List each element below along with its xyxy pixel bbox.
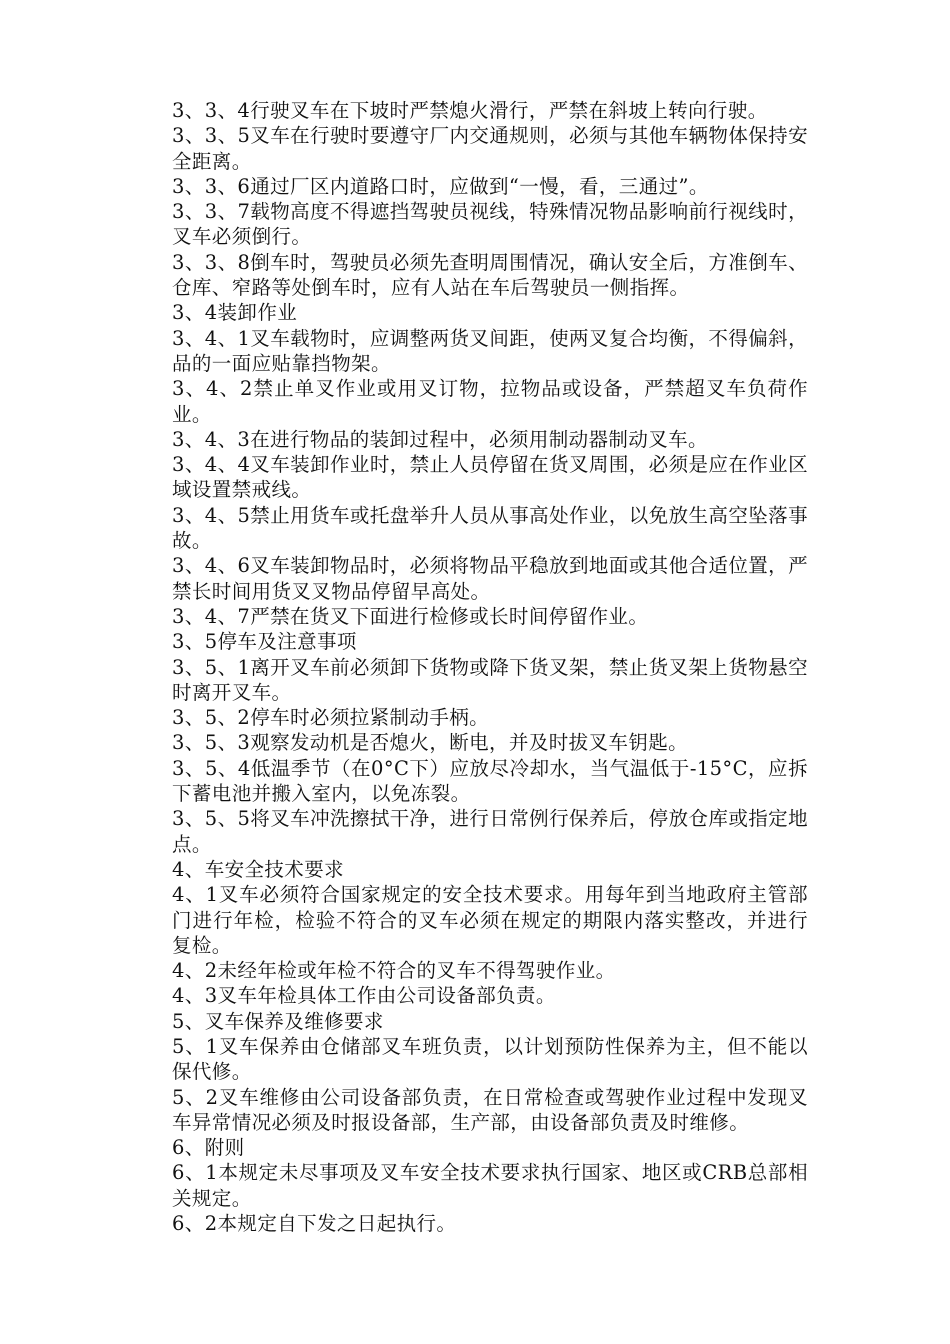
paragraph-3-3-8: 3、3、8倒车时，驾驶员必须先查明周围情况，确认安全后，方准倒车、仓库、窄路等处倒车时，应有人站在车后驾驶员一侧指挥。	[172, 250, 808, 300]
paragraph-3-4-4: 3、4、4叉车装卸作业时，禁止人员停留在货叉周围，必须是应在作业区域设置禁戒线。	[172, 453, 808, 502]
paragraph-6-2: 6、2本规定自下发之日起执行。	[172, 1212, 457, 1236]
paragraph-3-5-2: 3、5、2停车时必须拉紧制动手柄。	[172, 706, 490, 730]
paragraph-4-1: 4、1叉车必须符合国家规定的安全技术要求。用每年到当地政府主管部门进行年检，检验不符合的叉车必须在规定的期限内落实整改，并进行复检。	[172, 883, 808, 957]
section-heading-4: 4、车安全技术要求	[172, 857, 345, 881]
paragraph-3-5-1: 3、5、1离开叉车前必须卸下货物或降下货叉架，禁止货叉架上货物悬空时离开叉车。	[172, 655, 808, 704]
paragraph-3-5-4: 3、5、4低温季节（在0°C下）应放尽冷却水，当气温低于-15°C，应拆下蓄电池并搬入室内，以免冻裂。	[172, 756, 808, 806]
paragraph-3-3-4: 3、3、4行驶叉车在下坡时严禁熄火滑行，严禁在斜坡上转向行驶。	[172, 99, 768, 122]
paragraph-4-3: 4、3叉车年检具体工作由公司设备部负责。	[172, 984, 556, 1008]
section-heading-3-5: 3、5停车及注意事项	[172, 630, 357, 654]
paragraph-3-4-3: 3、4、3在进行物品的装卸过程中，必须用制动器制动叉车。	[172, 427, 708, 451]
paragraph-3-4-7: 3、4、7严禁在货叉下面进行检修或长时间停留作业。	[172, 604, 649, 628]
section-heading-3-4: 3、4装卸作业	[172, 301, 298, 325]
paragraph-3-5-5: 3、5、5将叉车冲洗擦拭干净，进行日常例行保养后，停放仓库或指定地点。	[172, 807, 808, 856]
paragraph-3-3-7: 3、3、7载物高度不得遮挡驾驶员视线，特殊情况物品影响前行视线时，叉车必须倒行。	[172, 200, 808, 249]
paragraph-5-1: 5、1叉车保养由仓储部叉车班负责，以计划预防性保养为主，但不能以保代修。	[172, 1034, 808, 1084]
paragraph-4-2: 4、2未经年检或年检不符合的叉车不得驾驶作业。	[172, 959, 616, 983]
document-body	[172, 98, 808, 1236]
paragraph-3-5-3: 3、5、3观察发动机是否熄火，断电，并及时拔叉车钥匙。	[172, 731, 689, 755]
paragraph-3-3-6: 3、3、6通过厂区内道路口时，应做到“一慢，看，三通过”。	[172, 174, 709, 198]
section-heading-6: 6、附则	[172, 1136, 245, 1160]
paragraph-5-2: 5、2叉车维修由公司设备部负责，在日常检查或驾驶作业过程中发现叉车异常情况必须及时报设备部，生产部，由设备部负责及时维修。	[172, 1085, 808, 1134]
paragraph-3-4-5: 3、4、5禁止用货车或托盘举升人员从事高处作业，以免放生高空坠落事故。	[172, 503, 808, 553]
paragraph-6-1: 6、1本规定未尽事项及叉车安全技术要求执行国家、地区或CRB总部相关规定。	[172, 1161, 808, 1210]
paragraph-3-4-2: 3、4、2禁止单叉作业或用叉订物，拉物品或设备，严禁超叉车负荷作业。	[172, 377, 808, 426]
paragraph-3-3-5: 3、3、5叉车在行驶时要遵守厂内交通规则，必须与其他车辆物体保持安全距离。	[172, 124, 808, 173]
section-heading-5: 5、叉车保养及维修要求	[172, 1009, 384, 1033]
paragraph-3-4-6: 3、4、6叉车装卸物品时，必须将物品平稳放到地面或其他合适位置，严禁长时间用货叉叉物品停留早高处。	[172, 554, 808, 603]
paragraph-3-4-1: 3、4、1叉车载物时，应调整两货叉间距，使两叉复合均衡，不得偏斜，品的一面应贴靠挡物架。	[172, 326, 808, 375]
